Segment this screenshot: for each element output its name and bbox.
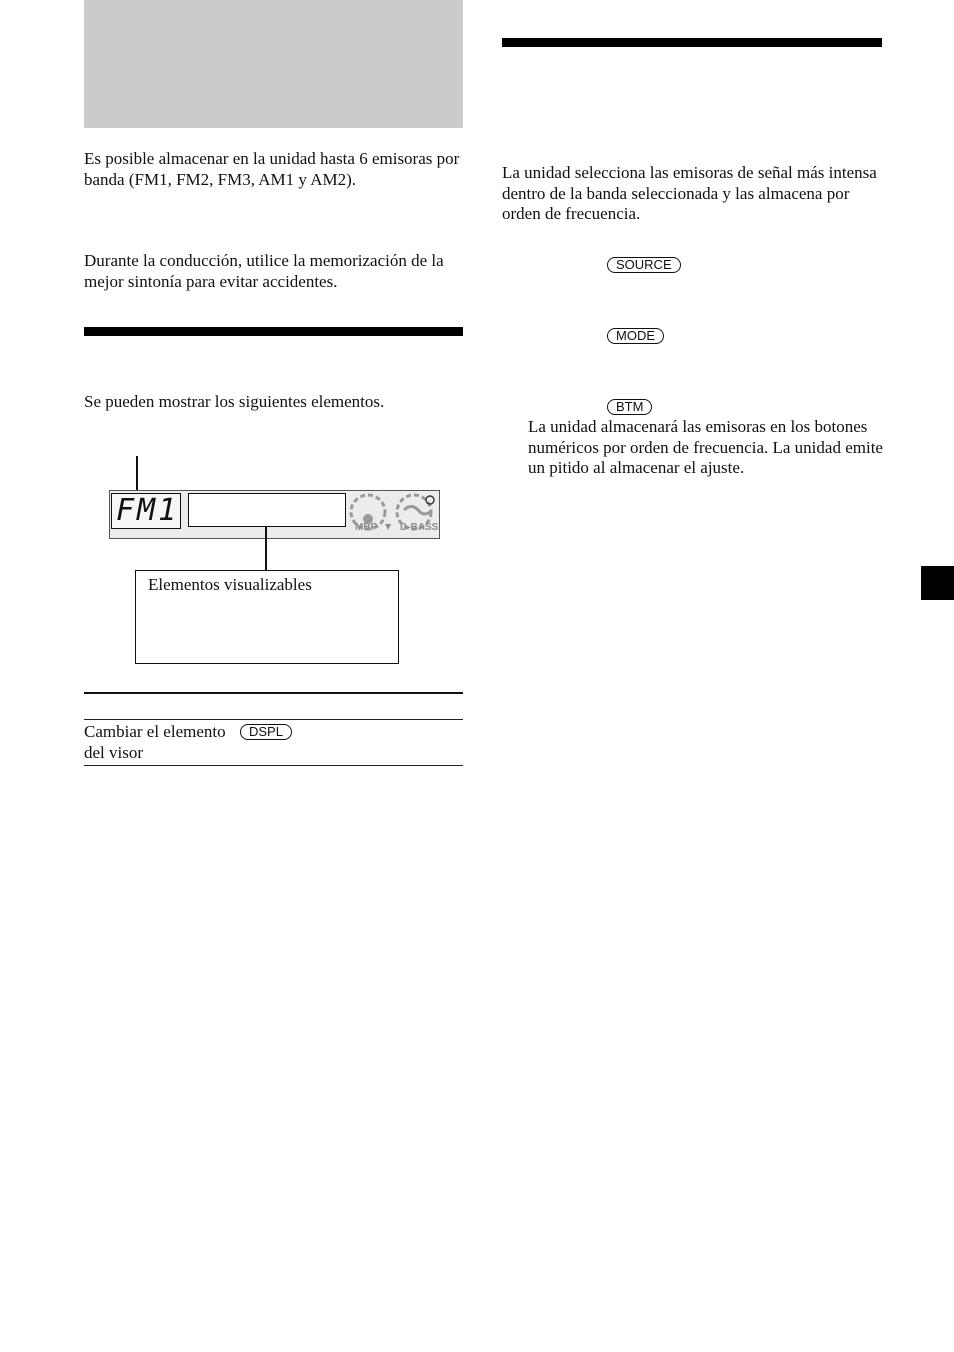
lcd-display	[109, 490, 440, 539]
band-pointer-line	[136, 456, 138, 493]
intro-paragraph: Es posible almacenar en la unidad hasta 6 emisoras por banda (FM1, FM2, FM3, AM1 y AM2).	[84, 149, 460, 189]
source-button[interactable]: SOURCE	[607, 257, 681, 273]
btm-step-description: La unidad almacenará las emisoras en los botones numéricos por orden de frecuencia. La unidad emite un pitido al almacenar el ajuste.	[528, 417, 883, 477]
table-header-rule	[84, 719, 463, 720]
btm-button[interactable]: BTM	[607, 399, 652, 415]
section-header-block	[84, 0, 463, 128]
band-indicator: FM1	[116, 493, 180, 528]
safety-paragraph: Durante la conducción, utilice la memorización de la mejor sintonía para evitar accidentes.	[84, 251, 444, 291]
btm-intro-paragraph: La unidad selecciona las emisoras de señal más intensa dentro de la banda seleccionada y las almacena por orden de frecuencia.	[502, 163, 877, 223]
display-items-paragraph: Se pueden mostrar los siguientes elementos.	[84, 392, 385, 411]
callout-label: Elementos visualizables	[148, 575, 312, 594]
mbp-label: MBP	[355, 522, 378, 533]
right-section-rule	[502, 38, 882, 47]
dspl-button[interactable]: DSPL	[240, 724, 292, 740]
table-bottom-rule	[84, 765, 463, 766]
table-top-rule	[84, 692, 463, 694]
section-rule	[84, 327, 463, 336]
table-row-label: Cambiar el elemento del visor	[84, 722, 226, 762]
dbass-label: D-BASS	[400, 522, 439, 533]
band-segment-box	[111, 493, 181, 529]
mode-button[interactable]: MODE	[607, 328, 664, 344]
mbp-down-icon: ▼	[385, 522, 392, 531]
callout-pointer-line	[265, 527, 267, 571]
text-segment-box	[188, 493, 346, 527]
section-edge-tab	[921, 566, 954, 600]
callout-box	[135, 570, 399, 664]
